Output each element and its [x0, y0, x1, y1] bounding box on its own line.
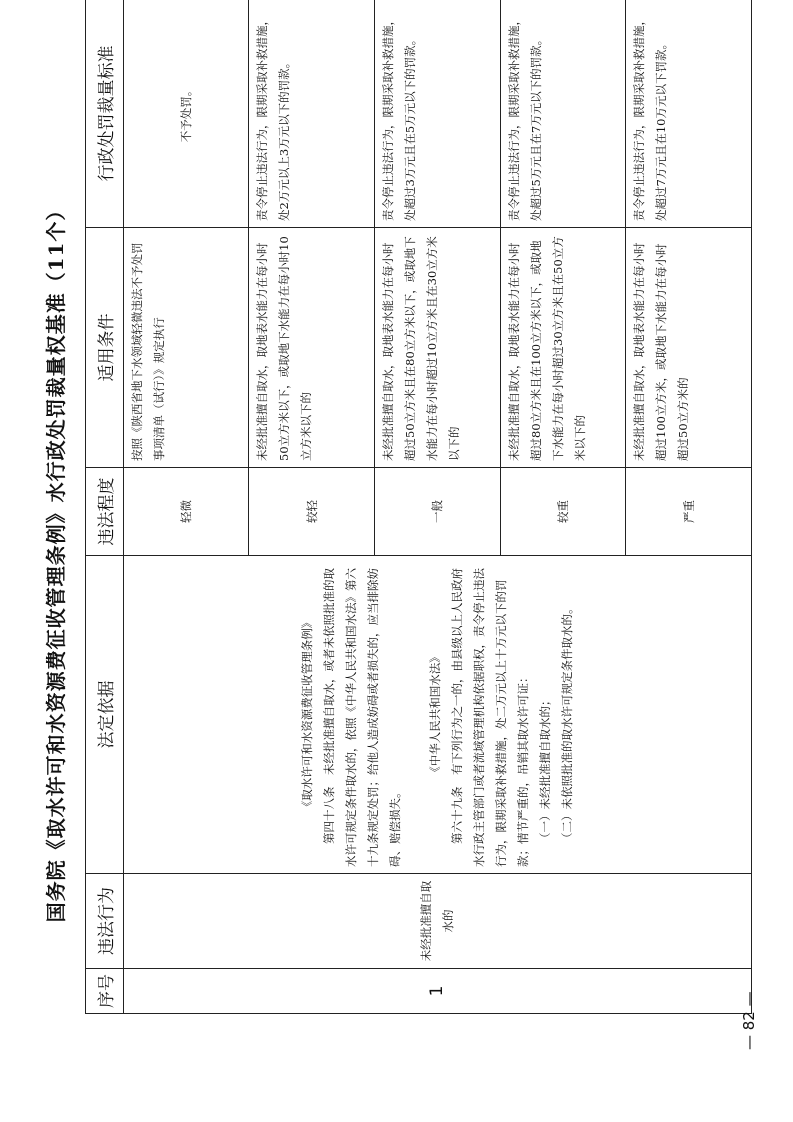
penalty-table: [85, 0, 752, 1014]
law-item-2: （二）未依照批准的取水许可规定条件取水的。: [560, 602, 575, 844]
document-title: 国务院《取水许可和水资源费征收管理条例》水行政处罚裁量权基准（11个）: [44, 199, 68, 923]
condition-cell: 按照《陕西省地下水领域轻微违法不予处罚事项清单（试行）》规定执行: [123, 228, 249, 468]
degree-cell: 严重: [626, 468, 752, 556]
standard-cell: 责令停止违法行为，限期采取补救措施，处超过3万元且在5万元以下的罚款。: [375, 0, 501, 228]
law-article: 第六十九条 有下列行为之一的，由县级以上人民政府水行政主管部门或者流域管理机构依据职权，责令停止违法行为，限期采取补救措施，处二万元以上十万元以下的罚款；情节严重的，吊销其取水许可证：: [450, 568, 531, 867]
header-row: [86, 0, 124, 1014]
table-row: [123, 0, 249, 1014]
header-behavior: 违法行为: [86, 874, 124, 969]
law-item-1: （一）未经批准擅自取水的；: [538, 694, 553, 844]
regulation-title: 《取水许可和水资源费征收管理条例》: [300, 616, 315, 813]
standard-cell: 不予处罚。: [123, 0, 249, 228]
degree-cell: 一般: [375, 468, 501, 556]
behavior-cell: 未经批准擅自取水的: [123, 874, 751, 969]
page-number: [740, 991, 780, 1090]
header-seq: 序号: [86, 969, 124, 1014]
condition-cell: 未经批准擅自取水，取地表水能力在每小时超过80立方米且在100立方米以下，或取地下水能力在每小时超过30立方米且在50立方米以下的: [500, 228, 626, 468]
law-title: 《中华人民共和国水法》: [428, 651, 443, 778]
condition-cell: 未经批准擅自取水，取地表水能力在每小时50立方米以下，或取地下水能力在每小时10立方米以下的: [249, 228, 375, 468]
header-basis: 法定依据: [86, 556, 124, 874]
standard-cell: 责令停止违法行为，限期采取补救措施，处超过5万元且在7万元以下的罚款。: [500, 0, 626, 228]
degree-cell: 较重: [500, 468, 626, 556]
condition-cell: 未经批准擅自取水，取地表水能力在每小时超过100立方米，或取地下水能力在每小时超过50立方米的: [626, 228, 752, 468]
standard-cell: 责令停止违法行为，限期采取补救措施，处超过7万元且在10万元以下罚款。: [626, 0, 752, 228]
degree-cell: 轻微: [123, 468, 249, 556]
condition-cell: 未经批准擅自取水，取地表水能力在每小时超过50立方米且在80立方米以下，或取地下水能力在每小时超过10立方米且在30立方米以下的: [375, 228, 501, 468]
page-number-text: — 82 —: [740, 991, 758, 1050]
basis-cell: [123, 556, 751, 874]
degree-cell: 较轻: [249, 468, 375, 556]
header-standard: 行政处罚裁量标准: [86, 0, 124, 228]
standard-cell: 责令停止违法行为，限期采取补救措施，处2万元以上3万元以下的罚款。: [249, 0, 375, 228]
regulation-article: 第四十八条 未经批准擅自取水，或者未依照批准的取水许可规定条件取水的，依照《中华人民共和国水法》第六十九条规定处罚；给他人造成妨碍或者损失的，应当排除妨碍、赔偿损失。: [322, 568, 403, 867]
header-condition: 适用条件: [86, 228, 124, 468]
header-degree: 违法程度: [86, 468, 124, 556]
seq-cell: 1: [123, 969, 751, 1014]
